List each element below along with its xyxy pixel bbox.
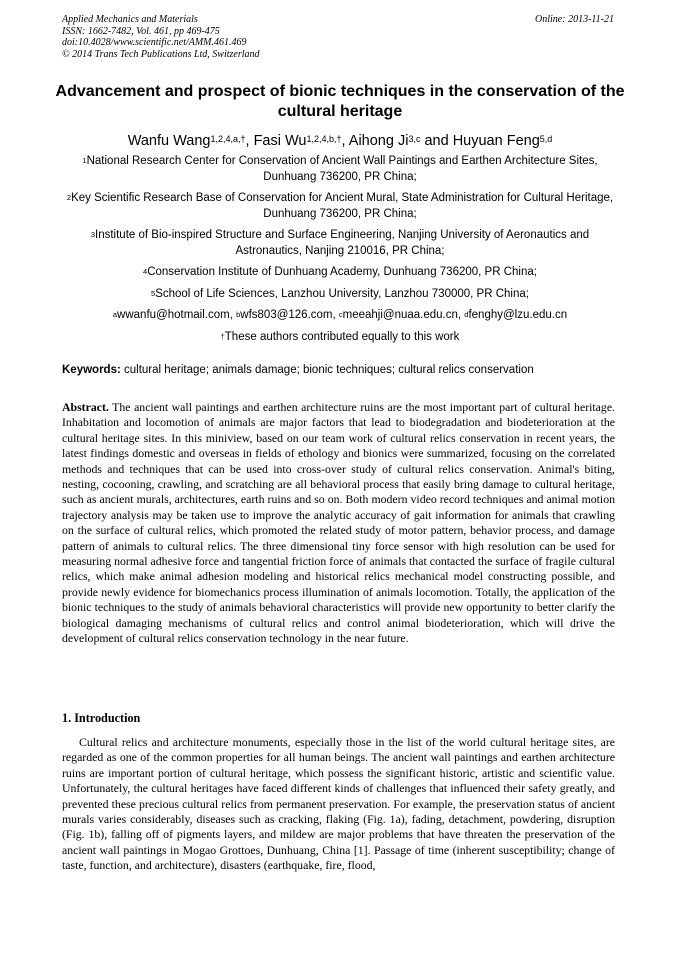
email-superscript: a bbox=[112, 310, 118, 319]
affiliation-text: Conservation Institute of Dunhuang Academy, Dunhuang 736200, PR China; bbox=[147, 266, 537, 278]
affiliation-superscript: 1 bbox=[82, 156, 87, 165]
paper-title: Advancement and prospect of bionic techniques in the conservation of the cultural heritage bbox=[55, 83, 625, 120]
abstract-label: Abstract. bbox=[62, 400, 109, 414]
abstract bbox=[62, 400, 615, 647]
copyright-line: © 2014 Trans Tech Publications Ltd, Switzerland bbox=[62, 48, 260, 60]
issn-line: ISSN: 1662-7482, Vol. 461, pp 469-475 bbox=[62, 25, 220, 37]
email-address: meeahji@nuaa.edu.cn, bbox=[342, 309, 465, 321]
email-line bbox=[60, 308, 620, 324]
author-name: Aihong Ji bbox=[348, 133, 409, 149]
affiliation bbox=[60, 228, 620, 259]
author-separator: , bbox=[341, 133, 349, 149]
section-heading: 1. Introduction bbox=[62, 711, 141, 725]
journal-header bbox=[62, 14, 614, 60]
keywords bbox=[62, 363, 622, 378]
author-name: Wanfu Wang bbox=[127, 133, 211, 149]
email-address: wwanfu@hotmail.com, bbox=[117, 309, 237, 321]
introduction-paragraph: Cultural relics and architecture monuments, especially those in the list of the world cultural heritage sites, are regarded as one of the common properties for all human beings. The ancient wall paintings and earthen architecture ruins are important portion of cultural heritage, which possess the significant historic, artistic and scientific value. Unfortunately, the cultural heritages have faced different kinds of challenges that influenced their safety greatly, and prevented these precious cultural relics from permanent preservation. For example, the preservation status of ancient murals varies considerably, diseases such as cracking, flaking (Fig. 1a), fading, detachment, powdering, disruption (Fig. 1b), falling off of pigments layers, and mildew are major problems that have threaten the preservation of the ancient wall paintings in Mogao Grottoes, Dunhuang, China [1]. Passage of time (inherent susceptibility; change of taste, function, and architecture), disasters (earthquake, fire, flood, bbox=[62, 735, 615, 873]
affiliation-text: National Research Center for Conservation of Ancient Wall Paintings and Earthen Architecture Sites, Dunhuang 736200, PR China; bbox=[86, 155, 598, 183]
journal-name: Applied Mechanics and Materials bbox=[62, 14, 198, 25]
affiliation bbox=[60, 265, 620, 281]
author-list bbox=[40, 132, 640, 150]
equal-contribution-note bbox=[60, 330, 620, 346]
author-name: Huyuan Feng bbox=[452, 133, 540, 149]
abstract-text: The ancient wall paintings and earthen architecture ruins are the most important part of cultural heritage. Inhabitation and locomotion of animals are major factors that lead to biodegradation and biodeterioration at the cultural heritage sites. In this miniview, based on our team work of cultural relics conservation in recent years, the latest findings domestic and overseas in fields of ethology and bionics were summarized, focusing on the correlated methods and techniques that can be used into cross-over study of cultural relics conservation. Animal's biting, nesting, cocooning, crawling, and scratching are all behavioral process that easily bring damage to cultural heritage, such as ancient murals, architectures, earth ruins and so on. Both modern video record techniques and animal motion trajectory analysis may be taken use to improve the analytic accuracy of gait information for animals that crawling on the surface of cultural relics, which promoted the related study of motor pattern, behavior process, and damage pattern of animals to cultural relics. The three dimensional tiny force sensor with high resolution can be used for measuring normal adhesive force and tangential friction force of animals that contacted the surface of fragile cultural relics, which make animal adhesion modeling and historical relics mechanical model constructing possible, and provide newly evidence for biomechanics process illumination of animals locomotion. Totally, the application of the bionic techniques to the study of animals behavioral characteristics will provide new opportunity to better clarify the biological damaging mechanisms of cultural relics and control animal biodeterioration, which will drive the development of cultural relics conservation technology in the near future. bbox=[62, 400, 615, 646]
email-superscript: d bbox=[464, 310, 469, 319]
affiliation-text: School of Life Sciences, Lanzhou University, Lanzhou 730000, PR China; bbox=[155, 287, 529, 300]
affiliation-list bbox=[60, 154, 620, 351]
affiliation-superscript: 4 bbox=[143, 267, 148, 276]
affiliation-superscript: 3 bbox=[90, 230, 96, 239]
equal-contribution-text: These authors contributed equally to this work bbox=[224, 330, 460, 343]
author-superscript: 5,d bbox=[539, 134, 553, 144]
author-superscript: 1,2,4,a,† bbox=[210, 134, 246, 144]
dagger-superscript: † bbox=[220, 331, 225, 341]
affiliation-text: Key Scientific Research Base of Conservation for Ancient Mural, State Administration for Cultural Heritage, Dunhuang 736200, PR China; bbox=[71, 192, 614, 220]
email-address: wfs803@126.com, bbox=[240, 309, 339, 321]
email-superscript: c bbox=[338, 310, 343, 319]
affiliation bbox=[60, 191, 620, 222]
keywords-text: cultural heritage; animals damage; bionic techniques; cultural relics conservation bbox=[120, 364, 534, 376]
affiliation-superscript: 2 bbox=[66, 193, 72, 202]
keywords-label: Keywords: bbox=[62, 364, 121, 376]
author-superscript: 1,2,4,b,† bbox=[306, 134, 342, 144]
author-separator: and bbox=[420, 133, 453, 149]
email-superscript: b bbox=[236, 310, 241, 319]
author-separator: , bbox=[245, 133, 254, 149]
author-superscript: 3,c bbox=[408, 134, 421, 144]
affiliation-text: Institute of Bio-inspired Structure and Surface Engineering, Nanjing University of Aeronautics and Astronautics, Nanjing 210016, PR China; bbox=[95, 229, 590, 257]
affiliation-superscript: 5 bbox=[151, 288, 156, 298]
affiliation bbox=[60, 154, 620, 185]
affiliation bbox=[60, 287, 620, 303]
online-date: Online: 2013-11-21 bbox=[535, 14, 614, 25]
author-name: Fasi Wu bbox=[253, 133, 307, 149]
doi-line: doi:10.4028/www.scientific.net/AMM.461.469 bbox=[62, 37, 247, 48]
email-address: fenghy@lzu.edu.cn bbox=[468, 309, 568, 321]
